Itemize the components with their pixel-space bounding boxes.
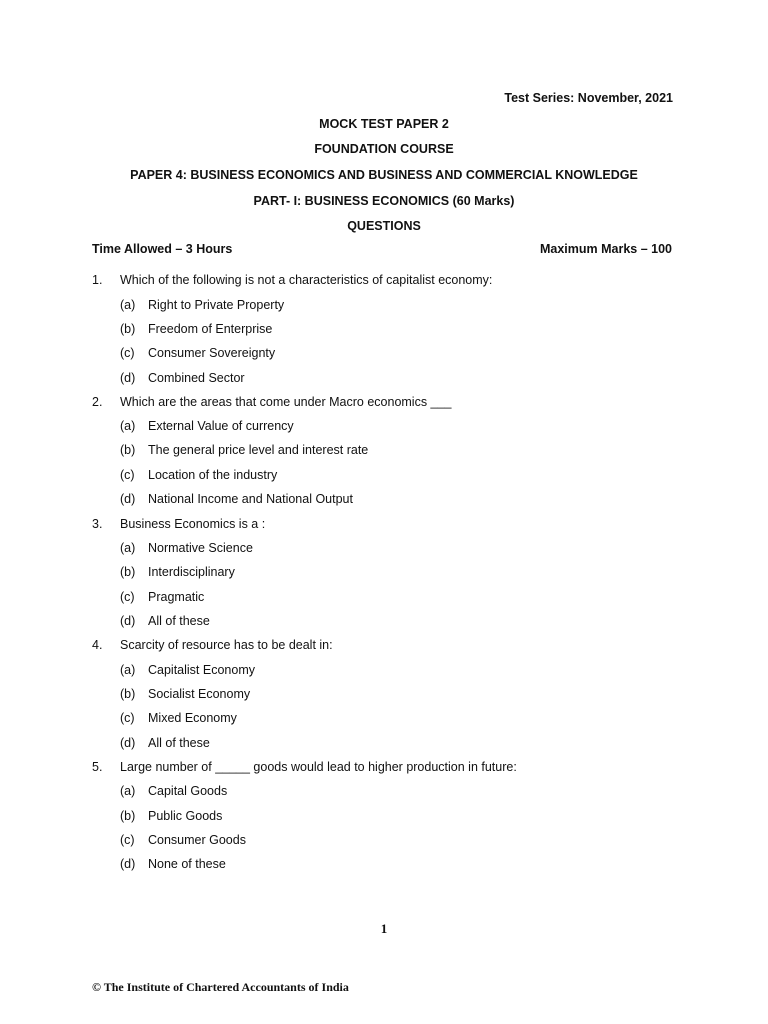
q4-option-b-label: (b) bbox=[120, 687, 136, 701]
q1-option-c-text: Consumer Sovereignty bbox=[148, 346, 276, 360]
q1-option-a-text: Right to Private Property bbox=[148, 298, 285, 312]
q3-option-c-text: Pragmatic bbox=[148, 590, 205, 604]
test-series-label: Test Series: November, 2021 bbox=[504, 91, 673, 105]
q3-option-c-label: (c) bbox=[120, 590, 135, 604]
q2-option-a-label: (a) bbox=[120, 419, 136, 433]
q3-option-d-text: All of these bbox=[148, 614, 210, 628]
q5-option-b-label: (b) bbox=[120, 809, 136, 823]
q2-option-d-label: (d) bbox=[120, 492, 136, 506]
question-1-text: Which of the following is not a characteristics of capitalist economy: bbox=[120, 273, 493, 287]
q5-option-c-text: Consumer Goods bbox=[148, 833, 246, 847]
q5-option-d-text: None of these bbox=[148, 857, 226, 871]
q3-option-b-label: (b) bbox=[120, 565, 136, 579]
paper-title: PAPER 4: BUSINESS ECONOMICS AND BUSINESS AND COMMERCIAL KNOWLEDGE bbox=[130, 168, 638, 182]
q4-option-a-text: Capitalist Economy bbox=[148, 663, 255, 677]
q5-option-d-label: (d) bbox=[120, 857, 136, 871]
q1-option-c-label: (c) bbox=[120, 346, 135, 360]
q1-option-d-label: (d) bbox=[120, 371, 136, 385]
q1-option-b-label: (b) bbox=[120, 322, 136, 336]
q3-option-b-text: Interdisciplinary bbox=[148, 565, 235, 579]
question-3-number: 3. bbox=[92, 517, 103, 531]
q5-option-a-text: Capital Goods bbox=[148, 784, 228, 798]
q4-option-a-label: (a) bbox=[120, 663, 136, 677]
question-2-text: Which are the areas that come under Macro economics ___ bbox=[120, 395, 452, 409]
q4-option-b-text: Socialist Economy bbox=[148, 687, 251, 701]
q2-option-b-label: (b) bbox=[120, 443, 136, 457]
q1-option-b-text: Freedom of Enterprise bbox=[148, 322, 273, 336]
q5-option-a-label: (a) bbox=[120, 784, 136, 798]
q3-option-d-label: (d) bbox=[120, 614, 136, 628]
q2-option-a-text: External Value of currency bbox=[148, 419, 294, 433]
question-2-number: 2. bbox=[92, 395, 103, 409]
q5-option-c-label: (c) bbox=[120, 833, 135, 847]
question-4-text: Scarcity of resource has to be dealt in: bbox=[120, 638, 333, 652]
question-4-number: 4. bbox=[92, 638, 103, 652]
question-3-text: Business Economics is a : bbox=[120, 517, 266, 531]
part-title: PART- I: BUSINESS ECONOMICS (60 Marks) bbox=[253, 194, 515, 208]
q5-option-b-text: Public Goods bbox=[148, 809, 223, 823]
q4-option-d-label: (d) bbox=[120, 736, 136, 750]
q2-option-b-text: The general price level and interest rate bbox=[148, 443, 369, 457]
course-title: FOUNDATION COURSE bbox=[314, 142, 454, 156]
q4-option-c-text: Mixed Economy bbox=[148, 711, 237, 725]
q4-option-c-label: (c) bbox=[120, 711, 135, 725]
maximum-marks: Maximum Marks – 100 bbox=[539, 242, 672, 256]
q1-option-a-label: (a) bbox=[120, 298, 136, 312]
q2-option-c-text: Location of the industry bbox=[148, 468, 278, 482]
section-title: QUESTIONS bbox=[347, 219, 421, 233]
q2-option-c-label: (c) bbox=[120, 468, 135, 482]
q4-option-d-text: All of these bbox=[148, 736, 210, 750]
copyright-footer: © The Institute of Chartered Accountants of India bbox=[92, 980, 349, 994]
mock-test-title: MOCK TEST PAPER 2 bbox=[319, 117, 449, 131]
q1-option-d-text: Combined Sector bbox=[148, 371, 245, 385]
question-5-text: Large number of _____ goods would lead to higher production in future: bbox=[120, 760, 517, 774]
q3-option-a-label: (a) bbox=[120, 541, 136, 555]
q2-option-d-text: National Income and National Output bbox=[148, 492, 353, 506]
page-number: 1 bbox=[380, 921, 388, 936]
q3-option-a-text: Normative Science bbox=[148, 541, 253, 555]
question-5-number: 5. bbox=[92, 760, 103, 774]
time-allowed: Time Allowed – 3 Hours bbox=[92, 242, 233, 256]
question-1-number: 1. bbox=[92, 273, 103, 287]
